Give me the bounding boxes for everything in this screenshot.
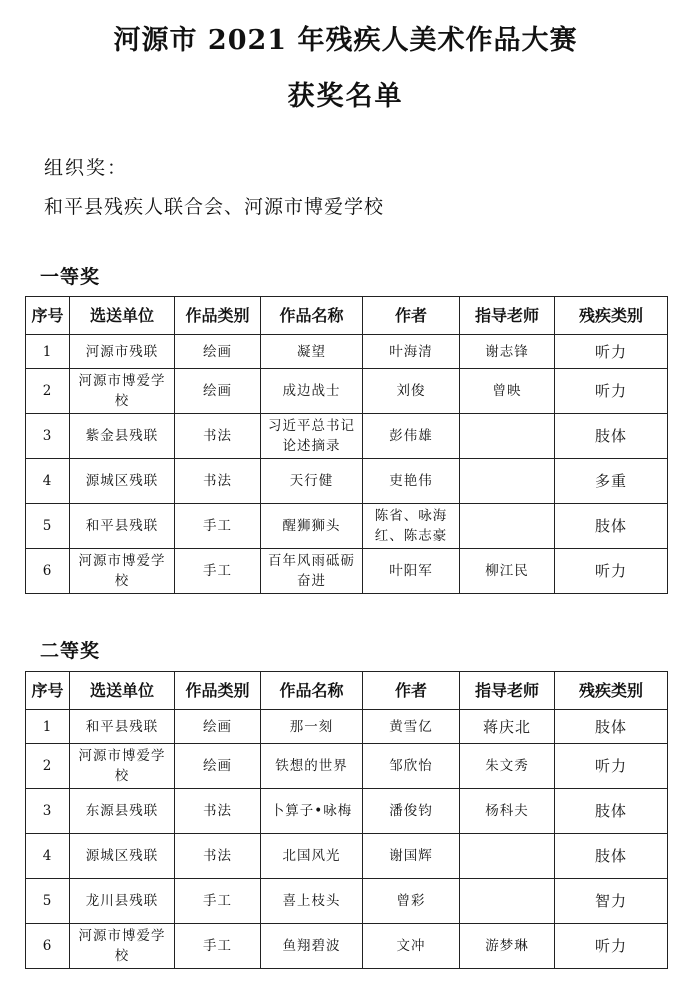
- cell-author: 刘俊: [363, 369, 460, 414]
- table-row: [26, 744, 668, 789]
- cell-work-name: 北国风光: [261, 834, 363, 879]
- header-unit: 选送单位: [70, 297, 175, 335]
- cell-index: 4: [26, 459, 70, 504]
- cell-work-name: 醒狮狮头: [261, 504, 363, 549]
- header-index: 序号: [26, 672, 70, 710]
- cell-work-name: 喜上枝头: [261, 879, 363, 924]
- cell-index: 2: [26, 744, 70, 789]
- cell-unit: 河源市博爱学校: [70, 369, 175, 414]
- header-teacher: 指导老师: [460, 297, 555, 335]
- header-work-name: 作品名称: [261, 672, 363, 710]
- cell-category: 手工: [175, 879, 261, 924]
- cell-teacher: 游梦琳: [460, 924, 555, 969]
- cell-teacher: 杨科夫: [460, 789, 555, 834]
- header-category: 作品类别: [175, 672, 261, 710]
- cell-teacher: 柳江民: [460, 549, 555, 594]
- organization-award-value: 和平县残疾人联合会、河源市博爱学校: [44, 196, 385, 218]
- organization-award-label: 组织奖：: [44, 157, 129, 179]
- table-header-row: [26, 297, 668, 335]
- cell-unit: 河源市博爱学校: [70, 924, 175, 969]
- cell-unit: 龙川县残联: [70, 879, 175, 924]
- cell-unit: 源城区残联: [70, 834, 175, 879]
- cell-index: 3: [26, 414, 70, 459]
- cell-disability: 智力: [555, 879, 668, 924]
- cell-work-name: 鱼翔碧波: [261, 924, 363, 969]
- document-title: 河源市 2021 年残疾人美术作品大赛: [113, 25, 578, 56]
- cell-author: 谢国辉: [363, 834, 460, 879]
- cell-unit: 紫金县残联: [70, 414, 175, 459]
- cell-disability: 肢体: [555, 414, 668, 459]
- cell-work-name: 铁想的世界: [261, 744, 363, 789]
- cell-author: 曾彩: [363, 879, 460, 924]
- cell-disability: 肢体: [555, 504, 668, 549]
- cell-work-name: 凝望: [261, 335, 363, 369]
- cell-category: 手工: [175, 924, 261, 969]
- cell-work-name: 成边战士: [261, 369, 363, 414]
- header-disability: 残疾类别: [555, 297, 668, 335]
- cell-teacher: [460, 414, 555, 459]
- cell-index: 6: [26, 549, 70, 594]
- first-prize-table: [25, 296, 668, 594]
- header-category: 作品类别: [175, 297, 261, 335]
- table-row: [26, 789, 668, 834]
- cell-author: 文冲: [363, 924, 460, 969]
- second-prize-heading: 二等奖: [40, 640, 101, 662]
- cell-author: 潘俊钧: [363, 789, 460, 834]
- cell-disability: 听力: [555, 549, 668, 594]
- cell-disability: 多重: [555, 459, 668, 504]
- cell-teacher: 谢志锋: [460, 335, 555, 369]
- cell-author: 叶阳军: [363, 549, 460, 594]
- cell-author: 陈省、咏海红、陈志豪: [363, 504, 460, 549]
- table-row: [26, 834, 668, 879]
- table-row: [26, 459, 668, 504]
- table-header-row: [26, 672, 668, 710]
- table-row: [26, 369, 668, 414]
- cell-author: 邹欣怡: [363, 744, 460, 789]
- first-prize-heading: 一等奖: [40, 266, 101, 288]
- cell-category: 书法: [175, 789, 261, 834]
- cell-author: 叶海清: [363, 335, 460, 369]
- cell-work-name: 天行健: [261, 459, 363, 504]
- header-teacher: 指导老师: [460, 672, 555, 710]
- cell-teacher: [460, 834, 555, 879]
- header-author: 作者: [363, 672, 460, 710]
- cell-work-name: 百年风雨砥砺奋进: [261, 549, 363, 594]
- cell-category: 书法: [175, 834, 261, 879]
- cell-unit: 河源市博爱学校: [70, 744, 175, 789]
- cell-teacher: [460, 459, 555, 504]
- cell-author: 黄雪亿: [363, 710, 460, 744]
- cell-disability: 肢体: [555, 710, 668, 744]
- header-index: 序号: [26, 297, 70, 335]
- cell-disability: 听力: [555, 744, 668, 789]
- cell-unit: 东源县残联: [70, 789, 175, 834]
- table-row: [26, 924, 668, 969]
- cell-work-name: 那一刻: [261, 710, 363, 744]
- cell-unit: 源城区残联: [70, 459, 175, 504]
- cell-disability: 肢体: [555, 834, 668, 879]
- cell-unit: 和平县残联: [70, 504, 175, 549]
- cell-disability: 听力: [555, 335, 668, 369]
- cell-unit: 河源市残联: [70, 335, 175, 369]
- document-subtitle: 获奖名单: [287, 81, 404, 112]
- table-row: [26, 504, 668, 549]
- cell-category: 绘画: [175, 710, 261, 744]
- cell-disability: 听力: [555, 369, 668, 414]
- table-row: [26, 710, 668, 744]
- cell-category: 手工: [175, 549, 261, 594]
- second-prize-table: [25, 671, 668, 969]
- cell-category: 绘画: [175, 335, 261, 369]
- cell-disability: 肢体: [555, 789, 668, 834]
- header-work-name: 作品名称: [261, 297, 363, 335]
- cell-author: 吏艳伟: [363, 459, 460, 504]
- cell-teacher: [460, 504, 555, 549]
- table-row: [26, 335, 668, 369]
- cell-index: 5: [26, 504, 70, 549]
- cell-unit: 和平县残联: [70, 710, 175, 744]
- cell-index: 1: [26, 335, 70, 369]
- table-row: [26, 879, 668, 924]
- cell-category: 绘画: [175, 369, 261, 414]
- cell-index: 3: [26, 789, 70, 834]
- cell-author: 彭伟雄: [363, 414, 460, 459]
- cell-index: 1: [26, 710, 70, 744]
- cell-work-name: 卜算子•咏梅: [261, 789, 363, 834]
- cell-index: 5: [26, 879, 70, 924]
- header-disability: 残疾类别: [555, 672, 668, 710]
- cell-teacher: 曾映: [460, 369, 555, 414]
- cell-index: 4: [26, 834, 70, 879]
- header-unit: 选送单位: [70, 672, 175, 710]
- cell-disability: 听力: [555, 924, 668, 969]
- header-author: 作者: [363, 297, 460, 335]
- table-row: [26, 414, 668, 459]
- cell-category: 书法: [175, 414, 261, 459]
- cell-work-name: 习近平总书记论述摘录: [261, 414, 363, 459]
- cell-unit: 河源市博爱学校: [70, 549, 175, 594]
- cell-teacher: 蒋庆北: [460, 710, 555, 744]
- table-row: [26, 549, 668, 594]
- cell-category: 绘画: [175, 744, 261, 789]
- cell-category: 书法: [175, 459, 261, 504]
- cell-teacher: 朱文秀: [460, 744, 555, 789]
- cell-category: 手工: [175, 504, 261, 549]
- cell-teacher: [460, 879, 555, 924]
- cell-index: 6: [26, 924, 70, 969]
- cell-index: 2: [26, 369, 70, 414]
